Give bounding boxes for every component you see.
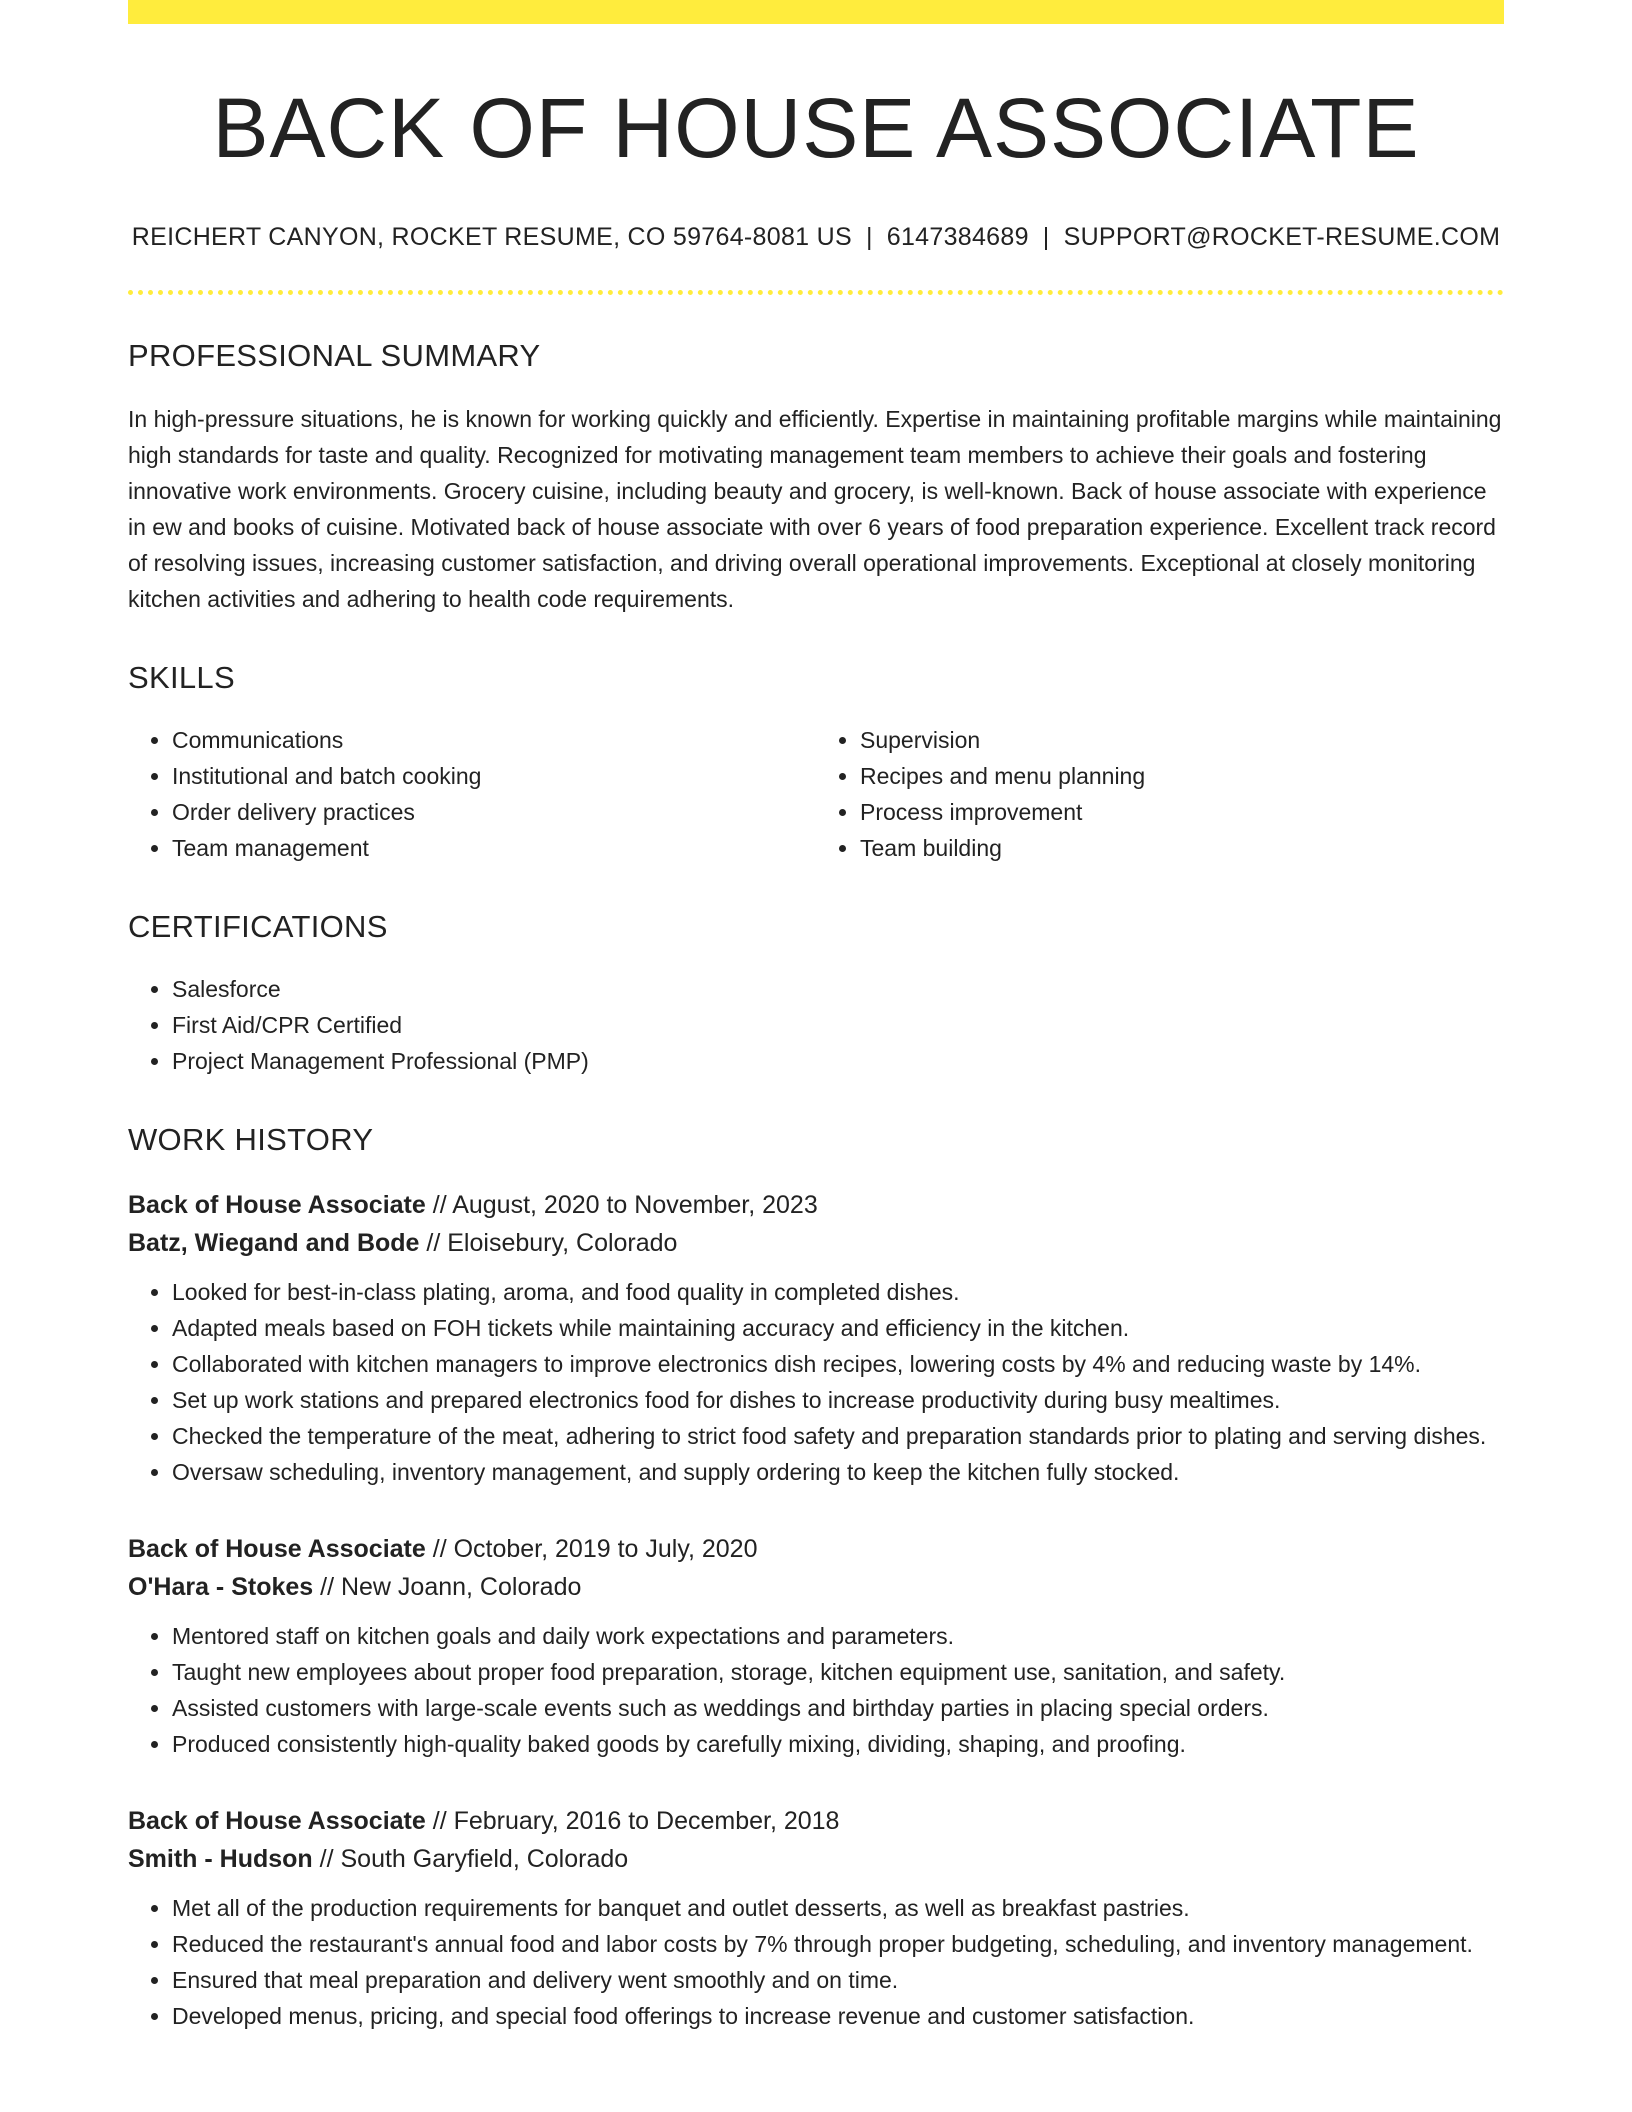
- job-title: Back of House Associate: [128, 1807, 426, 1836]
- job-bullet: • Assisted customers with large-scale events such as weddings and birthday parties in placing special orders.: [172, 1690, 1504, 1726]
- job-entry: [128, 1802, 1504, 2034]
- job-bullet: • Mentored staff on kitchen goals and daily work expectations and parameters.: [172, 1618, 1504, 1654]
- certification-item: • Project Management Professional (PMP): [172, 1043, 1504, 1079]
- job-bullet: • Adapted meals based on FOH tickets while maintaining accuracy and efficiency in the kitchen.: [172, 1310, 1504, 1346]
- job-company-line: [128, 1224, 1504, 1262]
- job-company: Smith - Hudson: [128, 1845, 313, 1874]
- work-history-section: [128, 1121, 1504, 2034]
- resume-name-title: BACK OF HOUSE ASSOCIATE: [212, 81, 1420, 175]
- skill-item: • Institutional and batch cooking: [172, 758, 816, 794]
- certification-item: • Salesforce: [172, 971, 1504, 1007]
- certifications-heading: CERTIFICATIONS: [128, 908, 388, 944]
- summary-section: [128, 337, 1504, 616]
- job-company: Batz, Wiegand and Bode: [128, 1229, 420, 1258]
- skills-grid: [128, 722, 1504, 866]
- summary-heading: PROFESSIONAL SUMMARY: [128, 338, 541, 374]
- job-title-line: [128, 1802, 1504, 1840]
- job-bullets: [128, 1618, 1504, 1762]
- skills-section: [128, 659, 1504, 866]
- skills-heading: SKILLS: [128, 659, 235, 695]
- job-bullet: • Ensured that meal preparation and delivery went smoothly and on time.: [172, 1962, 1504, 1998]
- job-location: // South Garyfield, Colorado: [312, 1845, 629, 1874]
- job-bullet: • Reduced the restaurant's annual food and labor costs by 7% through proper budgeting, scheduling, and inventory management.: [172, 1926, 1504, 1962]
- job-bullet: • Met all of the production requirements for banquet and outlet desserts, as well as breakfast pastries.: [172, 1890, 1504, 1926]
- contact-line: [128, 222, 1504, 252]
- job-bullet: • Taught new employees about proper food preparation, storage, kitchen equipment use, sanitation, and safety.: [172, 1654, 1504, 1690]
- resume-page: [128, 0, 1504, 2034]
- skill-item: • Team management: [172, 830, 816, 866]
- job-entry: [128, 1186, 1504, 1490]
- job-location: // New Joann, Colorado: [313, 1573, 582, 1602]
- skills-list-left: [128, 722, 816, 866]
- certifications-section: [128, 908, 1504, 1079]
- contact-separator: |: [1042, 223, 1050, 252]
- top-accent-bar: [128, 0, 1504, 24]
- job-title-line: [128, 1186, 1504, 1224]
- skill-item: • Supervision: [860, 722, 1504, 758]
- job-bullets: [128, 1274, 1504, 1490]
- job-bullet: • Checked the temperature of the meat, adhering to strict food safety and preparation standards prior to plating and serving dishes.: [172, 1418, 1504, 1454]
- job-location: // Eloisebury, Colorado: [419, 1229, 678, 1258]
- job-title-line: [128, 1530, 1504, 1568]
- job-company-line: [128, 1568, 1504, 1606]
- job-bullets: [128, 1890, 1504, 2034]
- job-bullet: • Looked for best-in-class plating, aroma, and food quality in completed dishes.: [172, 1274, 1504, 1310]
- job-dates: // August, 2020 to November, 2023: [425, 1191, 818, 1220]
- job-title: Back of House Associate: [128, 1535, 426, 1564]
- skill-item: • Order delivery practices: [172, 794, 816, 830]
- skill-item: • Communications: [172, 722, 816, 758]
- certification-item: • First Aid/CPR Certified: [172, 1007, 1504, 1043]
- job-bullet: • Collaborated with kitchen managers to improve electronics dish recipes, lowering costs by 4% and reducing waste by 14%.: [172, 1346, 1504, 1382]
- job-bullet: • Oversaw scheduling, inventory management, and supply ordering to keep the kitchen fully stocked.: [172, 1454, 1504, 1490]
- job-company-line: [128, 1840, 1504, 1878]
- job-entry: [128, 1530, 1504, 1762]
- summary-text: In high-pressure situations, he is known for working quickly and efficiently. Expertise in maintaining profitable margins while maintaining high standards for taste and quality. Recognized for motivating management team members to achieve their goals and fostering innovative work environments. Grocery cuisine, including beauty and grocery, is well-known. Back of house associate with experience in ew and books of cuisine. Motivated back of house associate with over 6 years of food preparation experience. Excellent track record of resolving issues, increasing customer satisfaction, and driving overall operational improvements. Exceptional at closely monitoring kitchen activities and adhering to health code requirements.: [128, 405, 1502, 612]
- work-history-heading: WORK HISTORY: [128, 1121, 374, 1157]
- job-bullet: • Set up work stations and prepared electronics food for dishes to increase productivity during busy mealtimes.: [172, 1382, 1504, 1418]
- job-company: O'Hara - Stokes: [128, 1573, 314, 1602]
- job-dates: // February, 2016 to December, 2018: [425, 1807, 840, 1836]
- skill-item: • Process improvement: [860, 794, 1504, 830]
- skill-item: • Recipes and menu planning: [860, 758, 1504, 794]
- dotted-divider: [128, 290, 1504, 295]
- job-bullet: • Produced consistently high-quality baked goods by carefully mixing, dividing, shaping, and proofing.: [172, 1726, 1504, 1762]
- contact-separator: |: [865, 223, 873, 252]
- contact-phone: 6147384689: [886, 223, 1029, 252]
- job-dates: // October, 2019 to July, 2020: [425, 1535, 758, 1564]
- job-bullet: • Developed menus, pricing, and special food offerings to increase revenue and customer satisfaction.: [172, 1998, 1504, 2034]
- contact-address: REICHERT CANYON, ROCKET RESUME, CO 59764-8081 US: [131, 223, 852, 252]
- certifications-list: [128, 971, 1504, 1079]
- skills-list-right: [816, 722, 1504, 866]
- skill-item: • Team building: [860, 830, 1504, 866]
- contact-email: SUPPORT@ROCKET-RESUME.COM: [1063, 223, 1501, 252]
- job-title: Back of House Associate: [128, 1191, 426, 1220]
